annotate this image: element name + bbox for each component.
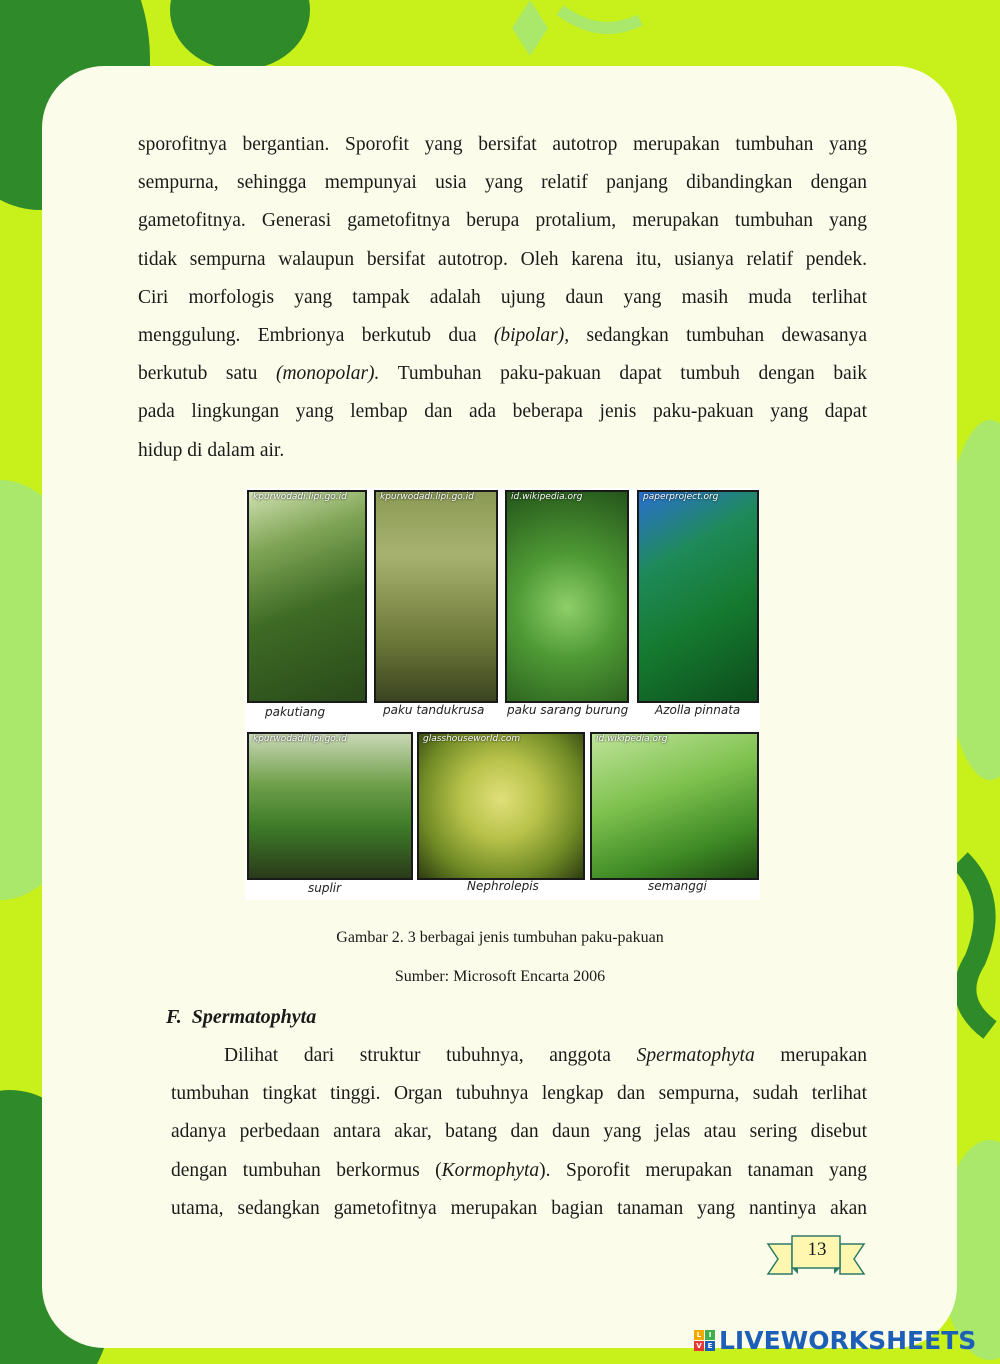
text-span: sedangkan tumbuhan dewasanya (569, 325, 867, 347)
logo-letter: V (694, 1341, 704, 1351)
text-span: Dilihat dari struktur tubuhnya, anggota (224, 1045, 637, 1066)
photo-label: semanggi (648, 879, 707, 893)
italic-term: Spermatophyta (636, 1045, 755, 1066)
logo-text: LIVEWORKSHEETS (719, 1326, 977, 1355)
text-line (171, 1037, 867, 1075)
fern-figure (245, 488, 760, 900)
logo-icon (694, 1330, 715, 1351)
text-line (138, 317, 867, 355)
text-line: adanya perbedaan antara akar, batang dan daun yang jelas atau sering disebut (171, 1121, 867, 1143)
photo-watermark: kpurwodadi.lipi.go.id (253, 734, 347, 744)
liveworksheets-logo (694, 1326, 976, 1355)
text-line: sempurna, sehingga mempunyai usia yang relatif panjang dibandingkan dengan (138, 172, 867, 194)
text-span: merupakan (754, 1045, 867, 1066)
section-heading: F. Spermatophyta (166, 1006, 317, 1028)
photo-watermark: id.wikipedia.org (511, 492, 583, 502)
photo-semanggi (590, 732, 759, 880)
italic-term: Kormophyta (441, 1159, 540, 1181)
text-line: utama, sedangkan gametofitnya merupakan bagian tanaman yang nantinya akan (171, 1197, 867, 1219)
photo-azolla-pinnata (637, 490, 759, 703)
photo-label: pakutiang (265, 705, 326, 719)
text-span: ). Sporofit merupakan tanaman yang (539, 1159, 867, 1181)
text-line: tidak sempurna walaupun bersifat autotrop. Oleh karena itu, usianya relatif pendek. (138, 248, 867, 270)
logo-letter: L (694, 1330, 704, 1340)
intro-paragraph (138, 126, 867, 470)
figure-caption: Gambar 2. 3 berbagai jenis tumbuhan paku-pakuan (336, 929, 664, 946)
photo-suplir (247, 732, 413, 880)
text-line: sporofitnya bergantian. Sporofit yang bersifat autotrop merupakan tumbuhan yang (138, 134, 867, 155)
photo-watermark: kpurwodadi.lipi.go.id (253, 492, 347, 502)
diamond-shape (512, 0, 548, 56)
photo-watermark: paperproject.org (643, 492, 719, 502)
text-line: hidup di dalam air. (138, 439, 285, 461)
text-line (171, 1152, 867, 1190)
top-blob (170, 0, 310, 70)
page-number: 13 (807, 1239, 827, 1260)
text-line (138, 355, 867, 393)
figure-source: Sumber: Microsoft Encarta 2006 (394, 968, 606, 985)
text-span: berkutub satu (138, 363, 276, 385)
photo-watermark: id.wikipedia.org (596, 734, 668, 744)
logo-letter: I (705, 1330, 715, 1340)
photo-paku-tandukrusa (374, 490, 498, 703)
photo-label: Nephrolepis (467, 879, 539, 893)
photo-label: Azolla pinnata (655, 703, 741, 717)
photo-label: suplir (308, 881, 342, 895)
photo-label: paku tandukrusa (383, 703, 485, 717)
curl-shape (560, 10, 640, 28)
text-line: tumbuhan tingkat tinggi. Organ tubuhnya lengkap dan sempurna, sudah terlihat (171, 1083, 867, 1105)
photo-label: paku sarang burung (507, 703, 629, 717)
italic-term: (bipolar), (493, 325, 570, 347)
text-line: pada lingkungan yang lembap dan ada beberapa jenis paku-pakuan yang dapat (138, 401, 867, 423)
text-line: gametofitnya. Generasi gametofitnya berupa protalium, merupakan tumbuhan yang (138, 210, 867, 232)
section-paragraph (171, 1037, 867, 1228)
italic-term: (monopolar). (275, 363, 380, 385)
text-span: dengan tumbuhan berkormus ( (171, 1159, 442, 1181)
photo-nephrolepis (417, 732, 585, 880)
photo-paku-sarang-burung (505, 490, 629, 703)
text-span: menggulung. Embrionya berkutub dua (138, 325, 494, 347)
logo-letter: E (705, 1341, 715, 1351)
right-dot (964, 444, 996, 476)
photo-pakutiang (247, 490, 367, 703)
photo-watermark: glasshouseworld.com (423, 734, 521, 744)
text-line: Ciri morfologis yang tampak adalah ujung daun yang masih muda terlihat (138, 286, 867, 308)
text-span: Tumbuhan paku-pakuan dapat tumbuh dengan baik (379, 363, 867, 385)
photo-watermark: kpurwodadi.lipi.go.id (380, 492, 474, 502)
